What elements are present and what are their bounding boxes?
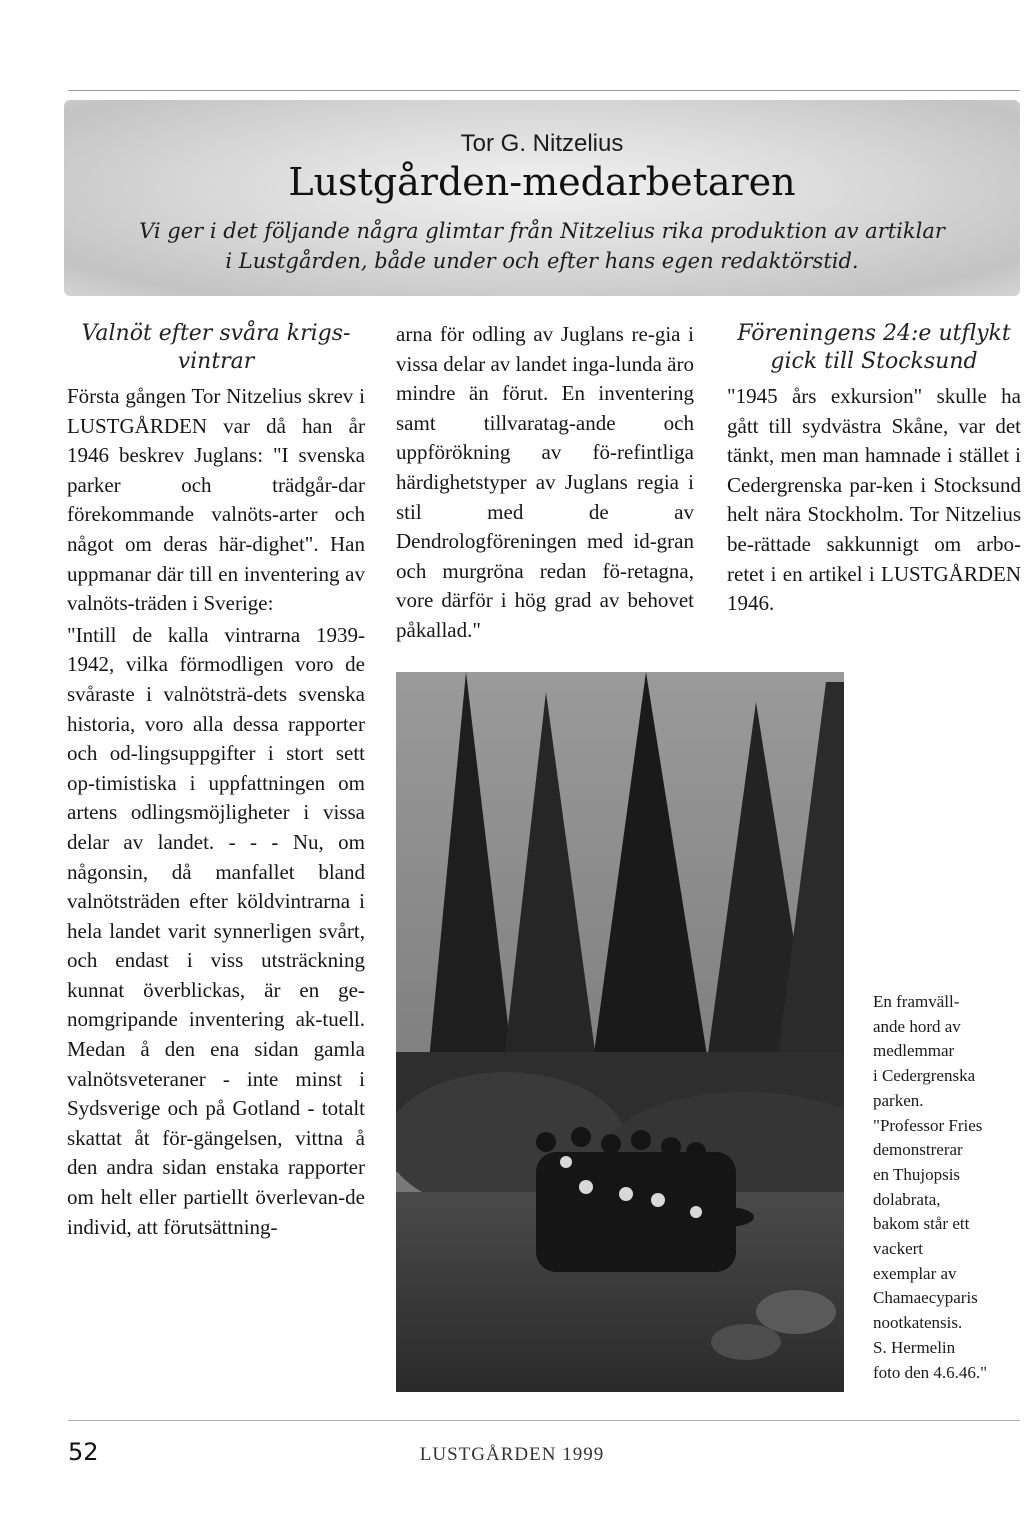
photo-excursion-group (396, 672, 844, 1392)
running-footer: LUSTGÅRDEN 1999 (419, 1444, 605, 1465)
top-rule (68, 90, 1020, 91)
caption-line: medlemmar (873, 1041, 955, 1061)
caption-line: S. Hermelin (873, 1337, 956, 1357)
caption-line: exemplar av (873, 1263, 957, 1283)
caption-line: En framväll- (873, 992, 960, 1011)
bottom-rule (68, 1420, 1020, 1421)
article-title: Lustgården-medarbetaren (288, 160, 796, 204)
col1-paragraph-2: "Intill de kalla vintrarna 1939-1942, vilka förmodligen voro de svåraste i valnötsträ-dets svenska historia, voro alla dessa rapporter och od-lingsuppgifter i stort sett op-timistiska i uppfattningen om artens odlingsmöjligheter i vissa delar av landet. - - - Nu, om någonsin, då manfallet bland valnötsträden efter köldvintrarna i hela landet varit synnerligen svårt, och endast i viss utsträckning kunnat överblickas, är en ge-nomgripande inventering ak-tuell. Medan å den ena sidan gamla valnötsveteraner - inte minst i Sydsverige och på Gotland - totalt skattat åt för-gängelsen, vittna å den andra sidan enstaka rapporter om helt eller partiellt överlevan-de individ, att förutsättning- (67, 622, 365, 1239)
caption-line: foto den 4.6.46." (873, 1362, 988, 1382)
caption-line: demonstrerar (873, 1140, 963, 1160)
caption-line: "Professor Fries (873, 1115, 983, 1135)
caption-line: vackert (873, 1239, 924, 1259)
author-name: Tor G. Nitzelius (460, 130, 624, 157)
caption-line: Chamaecyparis (873, 1288, 978, 1308)
col1-paragraph-1: Första gången Tor Nitzelius skrev i LUSTGÅRDEN var då han år 1946 beskrev Juglans: "I svenska parker och trädgår-dar förekommande valnöts-arter och något om deras här-dighet". Han uppmanar där till en inventering av valnöts-träden i Sverige: (67, 384, 365, 616)
title-banner (64, 100, 1020, 296)
caption-line: nootkatensis. (873, 1313, 963, 1333)
section-heading-walnut: Valnöt efter svåra krigs-vintrar (81, 321, 351, 374)
column-1 (67, 320, 365, 1242)
article-subtitle (94, 216, 990, 276)
column-3 (727, 320, 1021, 619)
caption-line: bakom står ett (873, 1214, 970, 1234)
column-2 (396, 320, 694, 646)
subtitle-line-2: i Lustgården, både under och efter hans egen redaktörstid. (225, 249, 859, 273)
caption-line: i Cedergrenska (873, 1066, 976, 1086)
caption-line: dolabrata, (873, 1189, 941, 1209)
caption-line: ande hord av (873, 1016, 961, 1036)
page-number: 52 (68, 1438, 99, 1466)
col3-paragraph-1: "1945 års exkursion" skulle ha gått till sydvästra Skåne, var det tänkt, men man hamnade i stället i Cedergrenska par-ken i Stocksund helt nära Stockholm. Tor Nitzelius be-rättade sakkunnigt om arbo-retet i en artikel i LUSTGÅRDEN 1946. (727, 384, 1021, 616)
photo-caption (873, 990, 1023, 1385)
caption-line: parken. (873, 1090, 924, 1110)
subtitle-line-1: Vi ger i det följande några glimtar från Nitzelius rika produktion av artiklar (139, 219, 945, 243)
section-heading-excursion: Föreningens 24:e utflykt gick till Stocksund (737, 321, 1011, 374)
col2-paragraph-1: arna för odling av Juglans re-gia i vissa delar av landet inga-lunda äro mindre än förut. En inventering samt tillvaratag-ande och uppförökning av fö-refintliga härdighetstyper av Juglans regia i stil med de av Dendrologföreningen med id-gran och murgröna redan fö-retagna, vore därför i hög grad av behovet påkallad." (396, 322, 694, 642)
caption-line: en Thujopsis (873, 1164, 961, 1184)
